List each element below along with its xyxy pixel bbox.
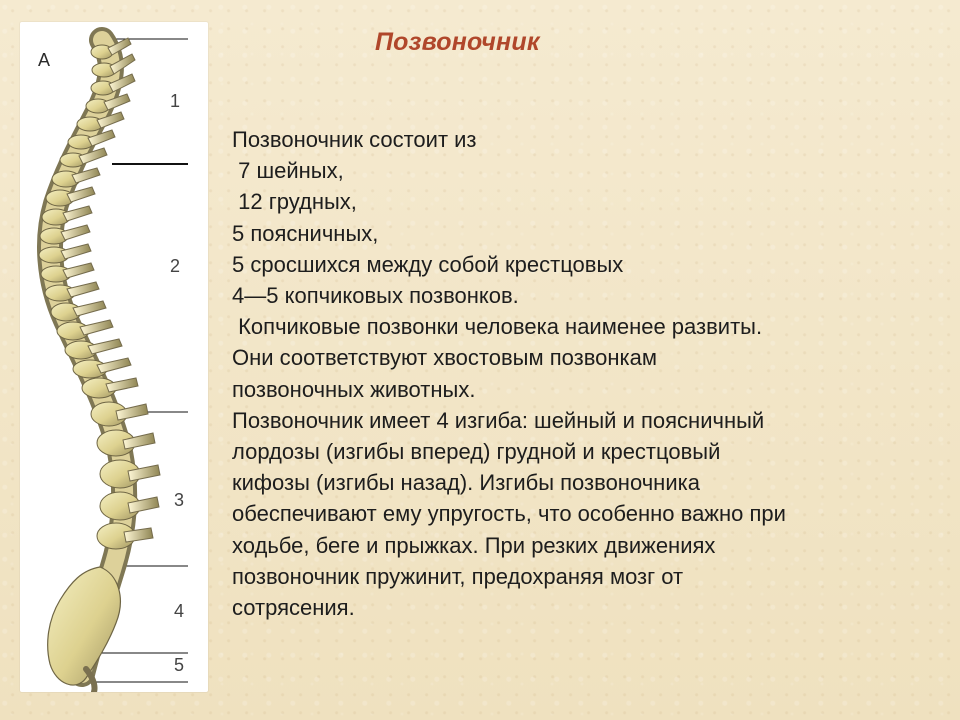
text-line: позвоночник пружинит, предохраняя мозг от (232, 563, 684, 589)
spinous-process (73, 301, 106, 316)
spine-illustration (20, 22, 208, 692)
text-line: кифозы (изгибы назад). Изгибы позвоночника (232, 470, 700, 496)
spinous-process (63, 263, 94, 278)
section-number-5: 5 (174, 655, 185, 675)
text-line: 4—5 копчиковых позвонков. (232, 283, 519, 309)
spine-diagram (20, 22, 208, 692)
vertebrae-group (39, 45, 140, 549)
spinous-process (97, 358, 131, 373)
text-line: Позвоночник состоит из (232, 127, 477, 152)
text-line: сотрясения. (232, 595, 355, 621)
text-line: Позвоночник имеет 4 изгиба: шейный и поясничный (232, 407, 765, 433)
text-line: 7 шейных, (232, 158, 344, 184)
text-line: 12 грудных, (232, 189, 357, 215)
spinous-process (61, 244, 91, 259)
spinous-process (80, 320, 113, 335)
text-line: лордозы (изгибы вперед) грудной и крестцовый (232, 439, 721, 465)
section-number-1: 1 (170, 91, 181, 111)
section-number-2: 2 (170, 256, 181, 276)
section-number-3: 3 (174, 490, 185, 510)
slide-body-text (232, 124, 932, 623)
spinous-process (106, 378, 138, 392)
text-line: обеспечивают ему упругость, что особенно важно при (232, 501, 786, 527)
spinous-process (88, 339, 122, 354)
text-line: позвоночных животных. (232, 376, 476, 402)
text-line: Они соответствуют хвостовым позвонкам (232, 345, 657, 371)
text-line: Копчиковые позвонки человека наименее развиты. (232, 314, 763, 340)
spinous-process (67, 282, 99, 297)
slide-title: Позвоночник (375, 28, 540, 56)
text-line: ходьбе, беге и прыжках. При резких движениях (232, 532, 716, 558)
spinous-process (61, 225, 90, 240)
text-line: 5 поясничных, (232, 220, 379, 246)
section-number-4: 4 (174, 601, 185, 621)
text-line: 5 сросшихся между собой крестцовых (232, 251, 624, 277)
panel-letter: А (38, 50, 51, 70)
